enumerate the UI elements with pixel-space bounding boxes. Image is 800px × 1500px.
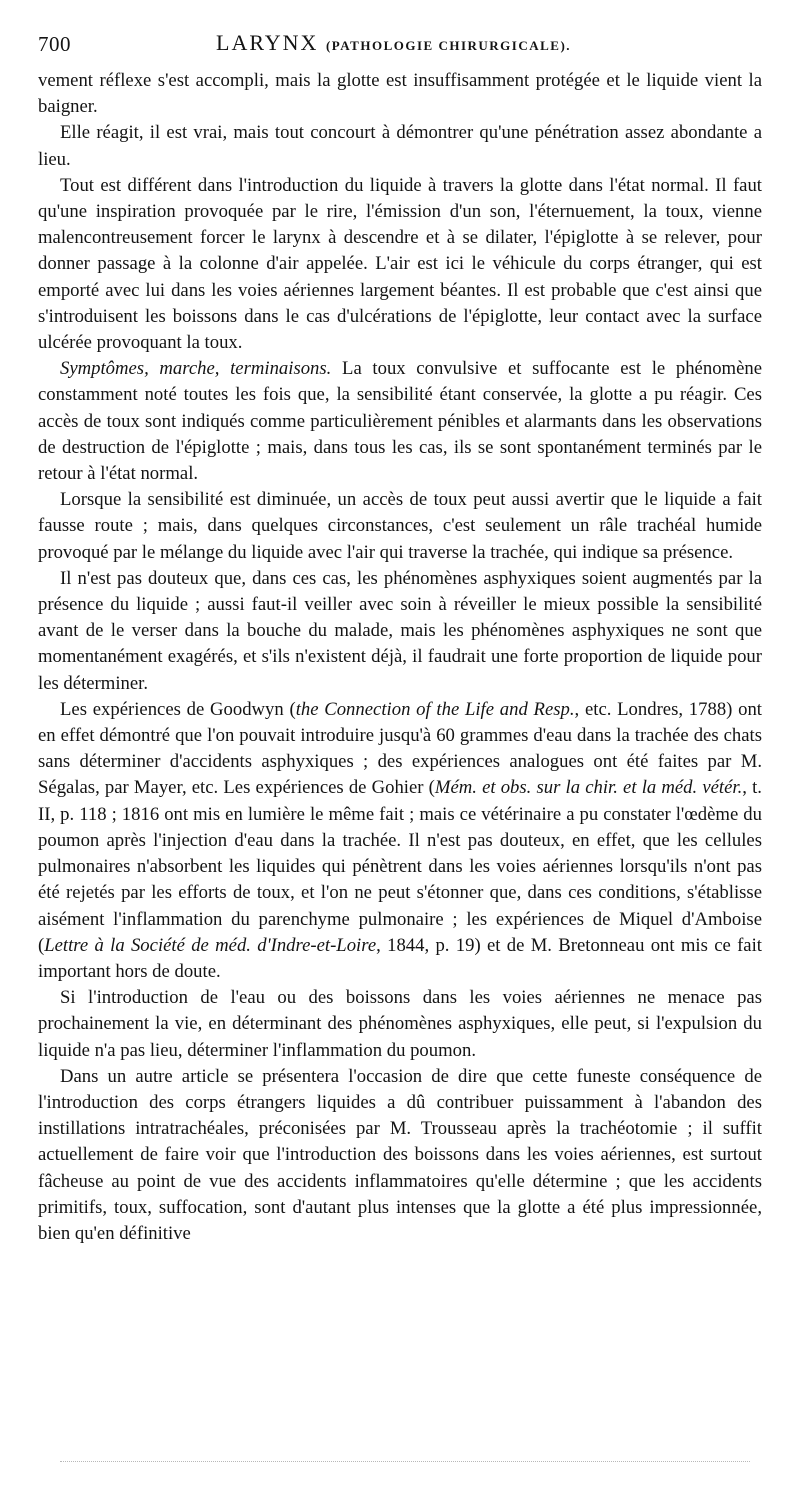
body-text — [38, 68, 762, 1247]
page-header — [38, 30, 762, 60]
running-head-title: LARYNX — [216, 30, 319, 55]
text-run: Tout est différent dans l'introduction du liquide à travers la glotte dans l'état normal. Il faut qu'une inspiration provoquée par le rire, l'émission d'un son, l'éternuement, la toux, vienne malencontreusement forcer le larynx à descendre et à se dilater, l'épiglotte à se relever, pour donner passage à la colonne d'air appelée. L'air est ici le véhicule du corps étranger, qui est emporté avec lui dans les voies aériennes largement béantes. Il est probable que c'est ainsi que s'introduisent les boissons dans le cas d'ulcérations de l'épiglotte, leur contact avec la surface ulcérée provoquant la toux. — [38, 174, 762, 354]
italic-text: Lettre à la Société de méd. d'Indre-et-Loire — [44, 934, 377, 956]
bottom-dotted-rule — [60, 1461, 750, 1462]
book-page — [38, 30, 762, 1247]
text-run: Dans un autre article se présentera l'occasion de dire que cette funeste conséquence de l'introduction des corps étrangers liquides a dû contribuer puissamment à l'abandon des instillations intratrachéales, préconisées par M. Trousseau après la trachéotomie ; il suffit actuellement de faire voir que l'introduction des boissons dans les voies aériennes, est surtout fâcheuse au point de vue des accidents inflammatoires qu'elle détermine ; que les accidents primitifs, toux, suffocation, sont d'autant plus intenses que la glotte a été plus impressionnée, bien qu'en définitive — [38, 1065, 762, 1244]
text-run: Si l'introduction de l'eau ou des boissons dans les voies aériennes ne menace pas prochainement la vie, en déterminant des phénomènes asphyxiques, elle peut, si l'expulsion du liquide n'a pas lieu, déterminer l'inflammation du poumon. — [38, 987, 762, 1061]
text-run: Les expériences de Goodwyn ( — [60, 698, 296, 720]
paragraph — [38, 985, 762, 1064]
paragraph — [38, 120, 762, 172]
italic-text: Mém. et obs. sur la chir. et la méd. vétér. — [434, 777, 743, 799]
paragraph — [38, 697, 762, 985]
page-number: 700 — [38, 32, 71, 56]
paragraph — [38, 173, 762, 356]
running-head-subtitle: (PATHOLOGIE CHIRURGICALE). — [325, 38, 572, 53]
paragraph — [38, 1064, 762, 1247]
text-run: La toux convulsive et suffocante est le phénomène constamment noté toutes les fois que, la sensibilité étant conservée, la glotte a pu réagir. Ces accès de toux sont indiqués comme particulièrement pénibles et alarmants dans les observations de destruction de l'épiglotte ; mais, dans tous les cas, ils se sont spontanément terminés par le retour à l'état normal. — [38, 358, 763, 485]
paragraph — [38, 487, 762, 566]
paragraph — [38, 68, 762, 120]
running-head — [216, 30, 571, 56]
text-run: , etc. Londres, 1788) ont en effet démontré que l'on pouvait introduire jusqu'à 60 grammes d'eau dans la trachée des chats sans déterminer d'accidents asphyxiques ; des expériences analogues ont été faites par M. Ségalas, par Mayer, etc. Les expériences de Gohier ( — [38, 698, 762, 799]
italic-text: the Connection of the Life and Resp. — [295, 698, 575, 720]
paragraph — [38, 566, 762, 697]
paragraph — [38, 356, 762, 487]
text-run: vement réflexe s'est accompli, mais la glotte est insuffisamment protégée et le liquide vient la baigner. — [38, 70, 762, 118]
text-run: Elle réagit, il est vrai, mais tout concourt à démontrer qu'une pénétration assez abondante a lieu. — [38, 122, 762, 170]
text-run: Lorsque la sensibilité est diminuée, un accès de toux peut aussi avertir que le liquide a fait fausse route ; mais, dans quelques circonstances, c'est seulement un râle trachéal humide provoqué par le mélange du liquide avec l'air qui traverse la trachée, qui indique sa présence. — [38, 489, 762, 563]
text-run: , t. II, p. 118 ; 1816 ont mis en lumière le même fait ; mais ce vétérinaire a pu constater l'œdème du poumon après l'injection d'eau dans la trachée. Il n'est pas douteux, en effet, que les cellules pulmonaires n'absorbent les liquides qui pénètrent dans les voies aériennes lorsqu'ils n'ont pas été rejetés par les efforts de toux, et l'on ne peut s'étonner que, dans ces conditions, s'établisse aisément l'inflammation du parenchyme pulmonaire ; les expériences de Miquel d'Amboise ( — [38, 777, 762, 956]
text-run: Il n'est pas douteux que, dans ces cas, les phénomènes asphyxiques soient augmentés par la présence du liquide ; aussi faut-il veiller avec soin à réveiller le mieux possible la sensibilité avant de le verser dans la bouche du malade, mais les phénomènes asphyxiques ne sont que momentanément exagérés, et s'ils n'existent déjà, il faudrait une forte proportion de liquide pour les déterminer. — [38, 567, 762, 694]
text-run: , 1844, p. 19) et de M. Bretonneau ont mis ce fait important hors de doute. — [38, 934, 762, 982]
italic-text: Symptômes, marche, terminaisons. — [60, 358, 332, 380]
